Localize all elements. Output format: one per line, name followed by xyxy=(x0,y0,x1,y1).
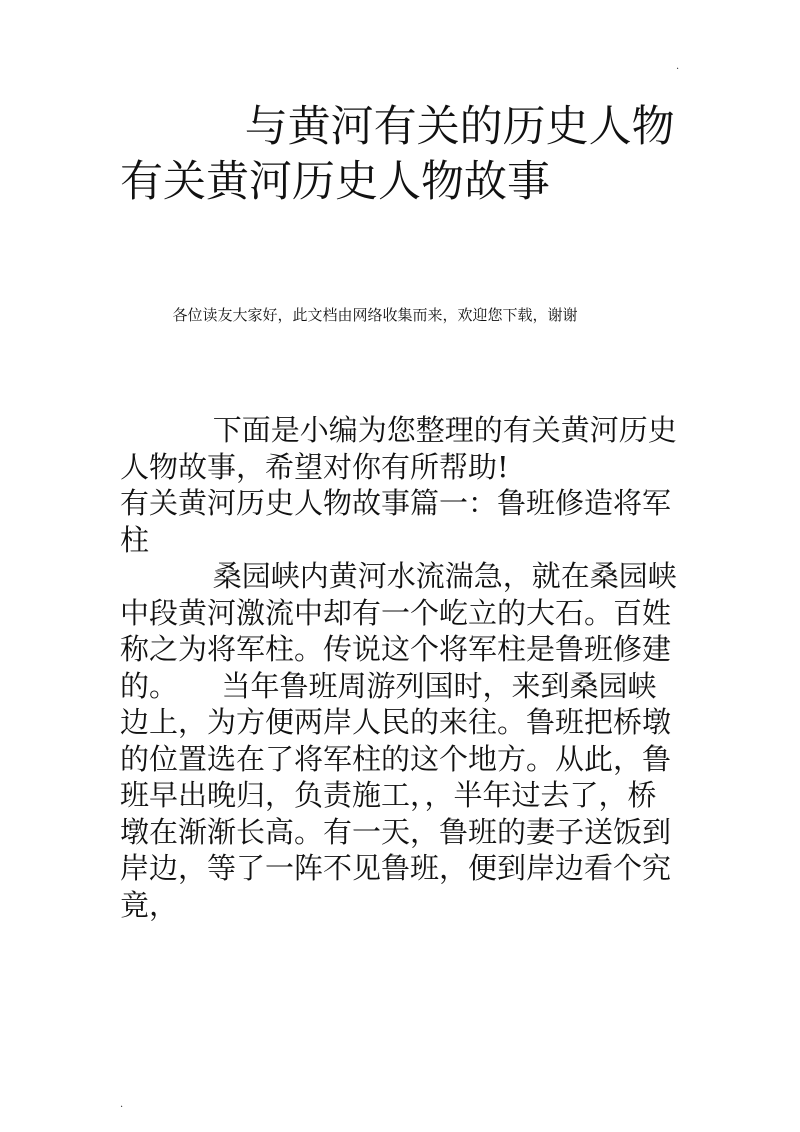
page-corner-mark-top: . xyxy=(676,61,680,72)
document-title: 与黄河有关的历史人物 有关黄河历史人物故事 xyxy=(120,102,675,207)
body-paragraph-intro: 下面是小编为您整理的有关黄河历史人物故事，希望对你有所帮助! xyxy=(120,413,677,484)
document-body xyxy=(120,412,680,923)
page-corner-mark-bottom: . xyxy=(120,1099,124,1110)
intro-note: 各位读友大家好，此文档由网络收集而来，欢迎您下载，谢谢 xyxy=(172,306,578,324)
section-heading: 有关黄河历史人物故事篇一：鲁班修造将军柱 xyxy=(120,486,672,557)
body-paragraph-story: 桑园峡内黄河水流湍急，就在桑园峡中段黄河激流中却有一个屹立的大石。百姓称之为将军柱。传说这个将军柱是鲁班修建的。 当年鲁班周游列国时，来到桑园峡边上，为方便两岸人民的来往。鲁班把桥墩的位置选在了将军柱的这个地方。从此，鲁班早出晚归，负责施工，，半年过去了，桥墩在渐渐长高。有一天，鲁班的妻子送饭到岸边，等了一阵不见鲁班，便到岸边看个究竟， xyxy=(120,559,677,922)
